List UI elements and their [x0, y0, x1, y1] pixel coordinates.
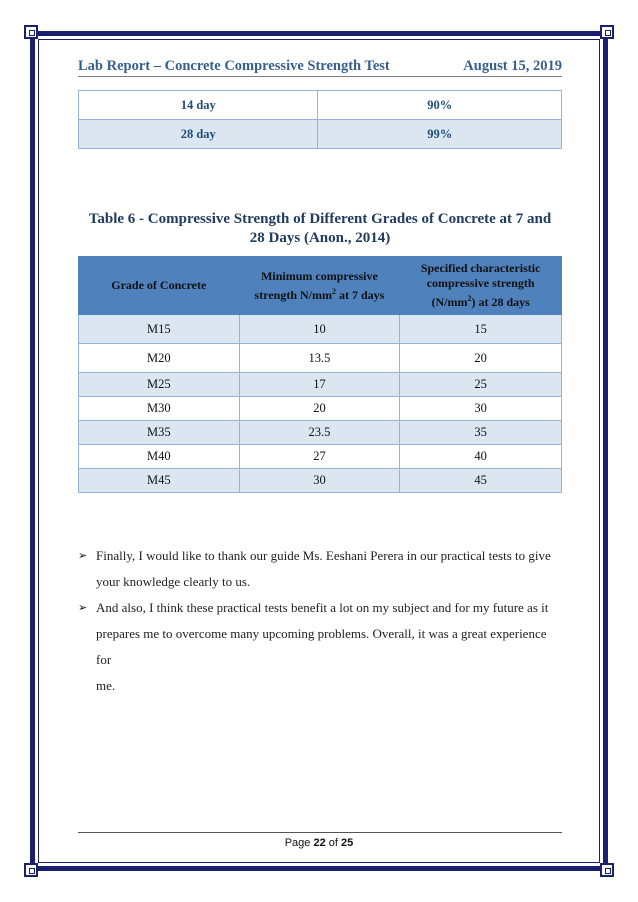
table-row	[79, 91, 562, 120]
grade-cell: M45	[79, 469, 240, 493]
header-min-strength-line1: Minimum compressive	[261, 268, 378, 283]
grade-cell: M25	[79, 373, 240, 397]
strength-age-table	[78, 90, 562, 149]
header-spec-strength-sup: 2	[467, 294, 472, 303]
day7-cell: 10	[239, 315, 400, 344]
header-spec-strength-days: ) at 28 days	[471, 295, 530, 309]
day28-cell: 20	[400, 344, 562, 373]
bullet-2-line-2: prepares me to overcome many upcoming problems. Overall, it was a great experience for	[96, 626, 547, 667]
list-item	[78, 543, 564, 595]
corner-ornament-top-right	[600, 25, 614, 39]
day28-cell: 35	[400, 421, 562, 445]
caption-line-1: Table 6 - Compressive Strength of Different Grades of Concrete at 7 and	[88, 211, 552, 227]
list-item	[78, 595, 564, 699]
table-row	[79, 397, 562, 421]
table-caption	[78, 210, 562, 248]
header-spec-strength-line1: Specified characteristic	[420, 261, 541, 275]
day28-cell: 30	[400, 397, 562, 421]
page-header	[78, 58, 562, 77]
corner-ornament-bottom-right	[600, 863, 614, 877]
bullet-1-line-1: Finally, I would like to thank our guide Ms. Eeshani Perera in our practical tests to give	[96, 548, 551, 563]
grade-cell: M15	[79, 315, 240, 344]
grade-cell: M40	[79, 445, 240, 469]
day28-cell: 45	[400, 469, 562, 493]
arrow-bullet-icon: ➢	[78, 602, 88, 614]
conclusion-bullets	[78, 543, 564, 699]
header-date: August 15, 2019	[463, 58, 562, 74]
bullet-2-line-1: And also, I think these practical tests benefit a lot on my subject and for my future as it	[96, 600, 549, 615]
footer-page-word: Page	[284, 837, 311, 849]
concrete-grades-table	[78, 256, 562, 493]
table-row	[79, 120, 562, 149]
grade-cell: M20	[79, 344, 240, 373]
header-title: Lab Report – Concrete Compressive Strength Test	[78, 58, 390, 74]
day7-cell: 13.5	[239, 344, 400, 373]
bullet-1-line-2: your knowledge clearly to us.	[96, 574, 251, 589]
header-min-strength-sup: 2	[331, 286, 336, 296]
percent-cell: 99%	[318, 120, 562, 149]
table-row	[79, 344, 562, 373]
day7-cell: 20	[239, 397, 400, 421]
age-cell: 14 day	[79, 91, 318, 120]
header-spec-strength-line2: compressive strength	[426, 276, 535, 290]
table-header-row	[79, 257, 562, 315]
footer-of-word: of	[328, 837, 338, 849]
corner-ornament-top-left	[24, 25, 38, 39]
corner-ornament-bottom-left	[24, 863, 38, 877]
day7-cell: 23.5	[239, 421, 400, 445]
table-row	[79, 373, 562, 397]
table-row	[79, 445, 562, 469]
day7-cell: 17	[239, 373, 400, 397]
grade-cell: M30	[79, 397, 240, 421]
table-row	[79, 315, 562, 344]
header-spec-strength-unit: (N/mm	[431, 295, 468, 309]
day28-cell: 40	[400, 445, 562, 469]
day7-cell: 27	[239, 445, 400, 469]
table-row	[79, 421, 562, 445]
header-grade: Grade of Concrete	[79, 257, 240, 315]
header-min-strength-days: at 7 days	[335, 287, 385, 302]
grade-cell: M35	[79, 421, 240, 445]
header-min-strength	[239, 257, 400, 315]
day7-cell: 30	[239, 469, 400, 493]
percent-cell: 90%	[318, 91, 562, 120]
caption-line-2: 28 Days (Anon., 2014)	[249, 230, 391, 246]
footer-total-pages: 25	[341, 837, 354, 849]
arrow-bullet-icon: ➢	[78, 550, 88, 562]
day28-cell: 15	[400, 315, 562, 344]
table-row	[79, 469, 562, 493]
page-footer	[0, 837, 638, 849]
footer-current-page: 22	[313, 837, 326, 849]
bullet-2-line-3: me.	[96, 678, 116, 693]
age-cell: 28 day	[79, 120, 318, 149]
day28-cell: 25	[400, 373, 562, 397]
footer-divider	[78, 832, 562, 833]
header-min-strength-unit: strength N/mm	[254, 287, 332, 302]
header-spec-strength	[400, 257, 562, 315]
